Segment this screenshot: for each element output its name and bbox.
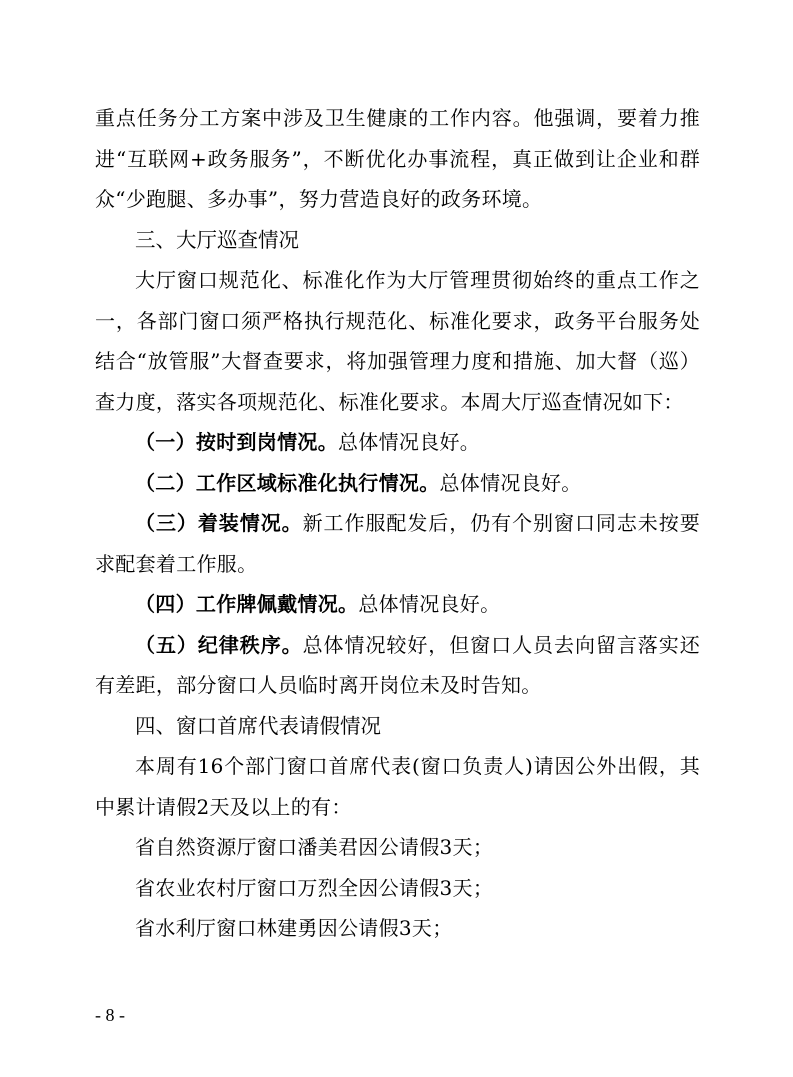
inspection-item-text: 总体情况较好，但窗口人员去向留言落实还有差距，部分窗口人员临时离开岗位未及时告知。 <box>95 632 701 697</box>
document-page <box>95 98 700 949</box>
leave-record-3: 省水利厅窗口林建勇因公请假3天； <box>135 916 453 940</box>
section-4-heading: 四、窗口首席代表请假情况 <box>135 713 381 738</box>
intro-paragraph: 重点任务分工方案中涉及卫生健康的工作内容。他强调，要着力推进“互联网+政务服务”，不断优化办事流程，真正做到让企业和群众“少跑腿、多办事”，努力营造良好的政务环境。 <box>95 106 700 211</box>
inspection-item-4 <box>95 584 700 625</box>
inspection-item-3 <box>95 503 700 584</box>
inspection-item-label: （五）纪律秩序。 <box>135 632 303 657</box>
section-3-paragraph: 大厅窗口规范化、标准化作为大厅管理贯彻始终的重点工作之一，各部门窗口须严格执行规范化、标准化要求，政务平台服务处结合“放管服”大督查要求，将加强管理力度和措施、加大督（巡）查力度，落实各项规范化、标准化要求。本周大厅巡查情况如下： <box>95 268 700 414</box>
inspection-item-5 <box>95 625 700 706</box>
inspection-item-label: （四）工作牌佩戴情况。 <box>135 592 359 616</box>
inspection-item-text: 总体情况良好。 <box>358 592 501 616</box>
leave-record-1: 省自然资源厅窗口潘美君因公请假3天； <box>135 835 494 859</box>
page-number: - 8 - <box>95 1005 125 1025</box>
inspection-item-label: （二）工作区域标准化执行情况。 <box>135 470 440 495</box>
inspection-item-label: （一）按时到岗情况。 <box>135 430 338 454</box>
inspection-item-label: （三）着装情况。 <box>135 511 303 535</box>
inspection-item-text: 总体情况良好。 <box>338 430 481 454</box>
inspection-item-1 <box>95 422 700 463</box>
inspection-item-text: 总体情况良好。 <box>439 470 582 495</box>
inspection-item-2 <box>95 463 700 504</box>
leave-record-2: 省农业农村厅窗口万烈全因公请假3天； <box>135 875 494 900</box>
inspection-item-text: 新工作服配发后，仍有个别窗口同志未按要求配套着工作服。 <box>95 511 701 576</box>
section-3-heading: 三、大厅巡查情况 <box>135 227 299 252</box>
section-4-paragraph: 本周有16个部门窗口首席代表(窗口负责人)请因公外出假，其中累计请假2天及以上的有： <box>95 754 700 819</box>
